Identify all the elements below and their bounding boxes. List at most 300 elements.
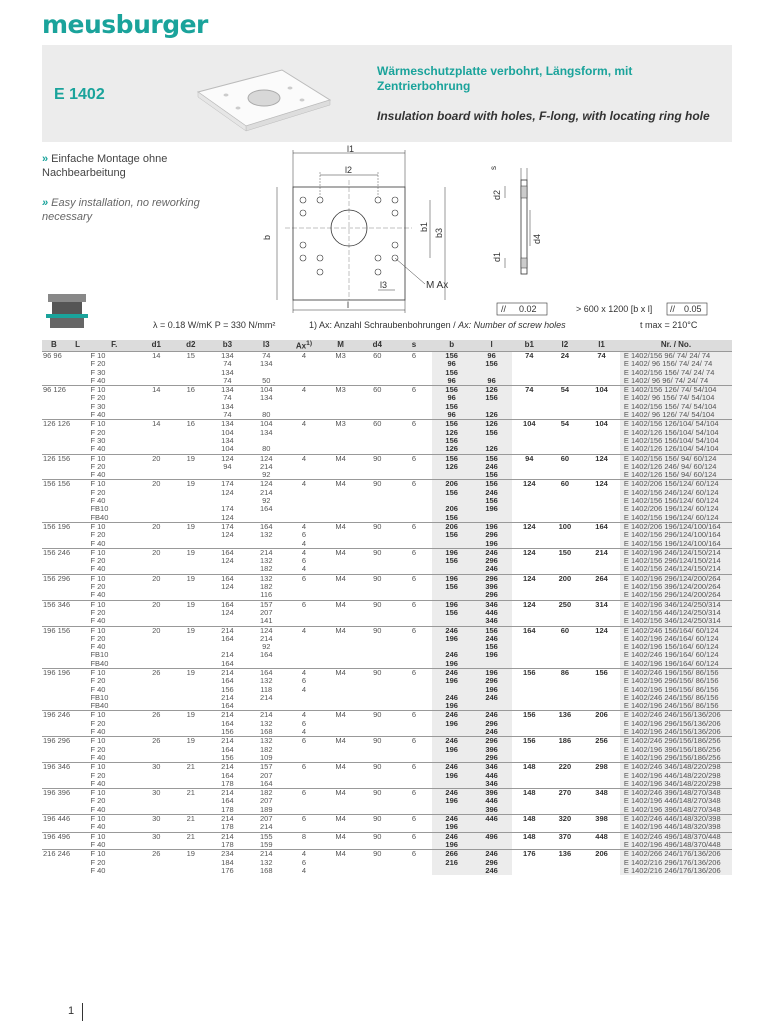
table-cell: E 1402/196 196/164/ 60/124 <box>620 660 732 669</box>
table-cell <box>547 780 584 789</box>
table-cell: 156 <box>432 403 471 411</box>
dim-d4: d4 <box>532 233 542 244</box>
table-cell: 176 <box>512 850 547 859</box>
table-cell: 6 <box>286 600 323 609</box>
table-cell: 104 <box>247 420 286 429</box>
table-cell <box>139 540 174 549</box>
table-cell: 346 <box>471 600 512 609</box>
table-cell <box>583 411 620 420</box>
table-cell: E 1402/196 246/156/ 86/156 <box>620 702 732 711</box>
mark-m-ax: M Ax <box>426 280 449 291</box>
table-cell: 134 <box>208 386 247 395</box>
table-cell: 20 <box>139 548 174 557</box>
table-cell: 60 <box>547 626 584 635</box>
table-cell <box>322 859 359 867</box>
table-cell <box>432 806 471 815</box>
table-cell <box>322 411 359 420</box>
table-cell: E 1402/266 246/176/136/206 <box>620 850 732 859</box>
table-cell: 156 <box>432 609 471 617</box>
table-cell <box>322 772 359 780</box>
table-cell: F 40 <box>90 643 106 652</box>
table-row <box>42 420 732 429</box>
table-cell: 398 <box>583 815 620 824</box>
table-row <box>42 651 732 659</box>
table-cell: 164 <box>221 634 234 643</box>
dim-b1: b1 <box>419 221 429 232</box>
table-row <box>42 702 732 711</box>
table-cell: 116 <box>260 591 273 600</box>
table-cell <box>359 583 396 591</box>
table-cell: F 10 <box>89 548 139 557</box>
table-cell: 30 <box>139 763 174 772</box>
table-cell: 109 <box>259 753 273 762</box>
table-cell <box>547 471 584 480</box>
table-cell <box>322 497 359 505</box>
table-row <box>42 403 732 411</box>
table-cell <box>139 797 174 805</box>
table-cell <box>396 702 433 711</box>
table-cell <box>322 591 359 600</box>
table-cell: F 20 <box>90 583 106 592</box>
table-cell <box>286 377 323 386</box>
table-cell <box>322 489 359 497</box>
table-row <box>42 841 732 850</box>
table-cell <box>174 489 209 497</box>
table-cell <box>547 660 584 669</box>
table-cell <box>512 411 547 420</box>
table-cell: 19 <box>174 850 209 859</box>
table-cell: 196 <box>432 548 471 557</box>
table-cell: E 1402/196 296/156/136/206 <box>620 720 732 728</box>
flatness-value-1: 0.02 <box>519 304 537 314</box>
table-cell: F 20 <box>90 428 106 437</box>
table-cell: F 40 <box>90 685 106 694</box>
table-cell: F 40 <box>90 497 106 506</box>
table-cell <box>286 497 323 505</box>
table-row <box>42 635 732 643</box>
table-cell <box>547 437 584 445</box>
table-cell <box>583 471 620 480</box>
table-cell <box>174 429 209 437</box>
table-cell <box>139 565 174 574</box>
table-cell <box>396 540 433 549</box>
table-cell <box>322 867 359 875</box>
table-cell: 19 <box>174 737 209 746</box>
table-cell: 4 <box>286 386 323 395</box>
table-cell <box>547 677 584 685</box>
table-cell: F 10 <box>89 420 139 429</box>
table-cell: 196 346 <box>42 763 89 772</box>
table-cell: 156 <box>512 668 547 677</box>
table-cell: 156 <box>432 514 471 523</box>
table-cell: 446 <box>471 797 512 805</box>
table-cell <box>512 394 547 402</box>
table-cell: 246 <box>432 763 471 772</box>
table-cell <box>547 531 584 539</box>
table-header: B L F. d1 d2 b3 l3 Ax$^{1)}$ M d4 s b l b1 l2 l1 Nr. / No. <box>42 340 732 352</box>
table-cell: 214 <box>208 668 247 677</box>
table-row <box>42 780 732 789</box>
table-cell: E 1402/156 296/124/100/164 <box>620 531 732 539</box>
table-cell: 96 <box>432 377 471 386</box>
table-cell: 4 <box>286 626 323 635</box>
table-cell <box>396 806 433 815</box>
table-cell <box>322 505 359 513</box>
table-row <box>42 626 732 635</box>
table-cell: 156 <box>583 668 620 677</box>
table-cell: E 1402/156 296/124/150/214 <box>620 557 732 565</box>
table-cell <box>583 806 620 815</box>
table-cell <box>396 780 433 789</box>
table-cell <box>247 660 286 669</box>
table-cell <box>322 540 359 549</box>
table-cell: E 1402/246 246/156/ 86/156 <box>620 694 732 702</box>
table-cell <box>42 772 89 780</box>
table-cell: 196 496 <box>42 832 89 841</box>
table-cell <box>286 797 323 805</box>
table-cell: M4 <box>322 815 359 824</box>
table-cell: 246 <box>471 728 512 737</box>
table-cell <box>42 617 89 626</box>
table-cell: 26 <box>139 711 174 720</box>
table-cell: 214 <box>208 832 247 841</box>
table-cell <box>512 377 547 386</box>
table-cell <box>174 437 209 445</box>
table-cell: 4 <box>301 539 307 548</box>
table-cell: 20 <box>139 626 174 635</box>
table-cell: E 1402/156 96/ 74/ 24/ 74 <box>620 352 732 361</box>
table-cell: M4 <box>322 454 359 463</box>
table-cell: 20 <box>139 522 174 531</box>
table-cell <box>396 797 433 805</box>
table-cell: 6 <box>286 763 323 772</box>
table-cell <box>547 505 584 513</box>
table-cell: 80 <box>262 445 271 454</box>
table-cell <box>359 369 396 377</box>
table-cell: 132 <box>259 719 273 728</box>
table-cell: 50 <box>262 376 271 385</box>
table-cell <box>42 429 89 437</box>
table-cell: 196 <box>432 574 471 583</box>
table-row <box>42 369 732 377</box>
table-cell <box>396 445 433 454</box>
table-cell: 104 <box>512 420 547 429</box>
table-cell: 74 <box>223 376 232 385</box>
table-cell <box>512 720 547 728</box>
table-cell <box>512 463 547 471</box>
table-cell: 124 <box>221 513 234 522</box>
table-cell: 156 <box>432 386 471 395</box>
table-cell: 246 <box>432 711 471 720</box>
table-cell: E 1402/ 96 156/ 74/ 54/104 <box>620 394 732 402</box>
table-cell <box>547 497 584 505</box>
table-cell: 214 <box>208 815 247 824</box>
table-cell: F 20 <box>90 745 106 754</box>
table-cell <box>547 565 584 574</box>
table-cell: 6 <box>396 850 433 859</box>
dim-l: l <box>347 300 349 310</box>
table-cell <box>359 437 396 445</box>
table-cell: 124 <box>221 557 234 566</box>
table-cell: 196 <box>471 651 512 659</box>
table-row <box>42 609 732 617</box>
table-row <box>42 583 732 591</box>
table-cell <box>208 565 247 574</box>
technical-drawing <box>240 142 720 322</box>
table-row <box>42 437 732 445</box>
table-cell: 104 <box>583 420 620 429</box>
table-cell: 246 <box>432 668 471 677</box>
table-cell <box>396 403 433 411</box>
table-cell <box>583 540 620 549</box>
table-cell <box>42 635 89 643</box>
table-cell: 156 <box>432 352 471 361</box>
table-cell: 132 <box>259 531 273 540</box>
table-cell: 396 <box>471 789 512 798</box>
table-cell <box>139 369 174 377</box>
table-cell <box>174 780 209 789</box>
table-cell: 296 <box>471 531 512 539</box>
table-cell <box>208 643 247 651</box>
table-cell: 164 <box>221 702 234 711</box>
table-cell: 296 <box>471 737 512 746</box>
table-cell: 156 <box>221 685 234 694</box>
table-cell: 214 <box>208 737 247 746</box>
table-cell <box>547 635 584 643</box>
table-cell <box>139 489 174 497</box>
table-cell <box>247 540 286 549</box>
table-row <box>42 668 732 677</box>
table-cell: F 30 <box>90 402 106 411</box>
table-cell <box>139 514 174 523</box>
table-cell: 124 <box>512 522 547 531</box>
table-cell: F 20 <box>90 557 106 566</box>
table-row <box>42 677 732 685</box>
table-cell <box>396 643 433 651</box>
table-cell: E 1402/196 346/148/220/298 <box>620 780 732 789</box>
table-cell <box>583 583 620 591</box>
table-cell <box>583 377 620 386</box>
table-cell <box>547 557 584 565</box>
table-row <box>42 360 732 368</box>
table-cell <box>322 677 359 685</box>
table-row <box>42 754 732 763</box>
table-cell: 16 <box>174 420 209 429</box>
table-row <box>42 352 732 361</box>
table-cell: 6 <box>301 677 307 686</box>
table-cell: 214 <box>247 548 286 557</box>
table-cell: 196 <box>432 772 471 780</box>
table-cell <box>396 377 433 386</box>
table-cell: 246 <box>471 711 512 720</box>
table-cell <box>512 514 547 523</box>
table-cell: 156 <box>471 471 512 480</box>
table-cell: F 30 <box>90 436 106 445</box>
table-cell <box>42 841 89 850</box>
table-cell <box>139 720 174 728</box>
table-cell <box>322 514 359 523</box>
table-row <box>42 728 732 737</box>
table-cell <box>174 369 209 377</box>
table-cell: 19 <box>174 668 209 677</box>
table-cell <box>286 463 323 471</box>
table-cell: 132 <box>247 574 286 583</box>
table-cell: 216 246 <box>42 850 89 859</box>
table-cell: 74 <box>223 411 232 420</box>
table-cell: 200 <box>547 574 584 583</box>
table-cell <box>322 841 359 850</box>
table-cell: 156 <box>471 454 512 463</box>
product-image <box>190 62 340 134</box>
table-cell: 196 <box>471 522 512 531</box>
table-cell <box>174 531 209 539</box>
table-cell: 246 <box>471 867 512 875</box>
table-cell <box>286 754 323 763</box>
table-cell <box>286 772 323 780</box>
table-cell <box>322 694 359 702</box>
table-cell: E 1402/156 156/ 74/ 54/104 <box>620 403 732 411</box>
feature-en: » Easy installation, no reworking necessary <box>42 197 200 223</box>
table-cell: 90 <box>359 763 396 772</box>
table-cell: 296 <box>471 574 512 583</box>
chevron-right-icon: » <box>42 153 49 165</box>
table-cell <box>42 720 89 728</box>
table-cell <box>139 445 174 454</box>
table-cell: 196 <box>432 600 471 609</box>
table-cell <box>471 702 512 711</box>
table-cell <box>359 746 396 754</box>
table-cell: 148 <box>512 832 547 841</box>
dim-l2: l2 <box>345 165 353 175</box>
table-row <box>42 522 732 531</box>
table-cell: 206 <box>583 711 620 720</box>
table-cell <box>359 754 396 763</box>
table-cell: 134 <box>259 394 273 403</box>
table-cell: 4 <box>286 711 323 720</box>
table-cell: E 1402/246 156/164/ 60/124 <box>620 626 732 635</box>
table-cell <box>359 728 396 737</box>
table-cell: E 1402/156 446/124/250/314 <box>620 609 732 617</box>
table-cell: 156 <box>512 711 547 720</box>
table-cell: E 1402/206 156/124/ 60/124 <box>620 480 732 489</box>
table-cell: E 1402/246 496/148/370/448 <box>620 832 732 841</box>
product-code: E 1402 <box>54 86 105 103</box>
table-row <box>42 859 732 867</box>
table-cell <box>359 772 396 780</box>
table-row <box>42 480 732 489</box>
table-cell: 164 <box>208 600 247 609</box>
table-cell: 4 <box>286 454 323 463</box>
table-cell <box>432 471 471 480</box>
table-cell <box>359 445 396 454</box>
table-cell: 96 96 <box>42 352 89 361</box>
table-row <box>42 686 732 694</box>
table-cell: 164 <box>247 668 286 677</box>
table-cell: 74 <box>247 352 286 361</box>
table-row <box>42 591 732 600</box>
table-cell: 156 <box>471 394 512 402</box>
table-cell <box>396 471 433 480</box>
table-cell: 96 <box>471 352 512 361</box>
table-cell: M4 <box>322 574 359 583</box>
table-cell <box>512 531 547 539</box>
table-cell: 206 <box>432 505 471 513</box>
table-cell: 15 <box>174 352 209 361</box>
table-cell <box>174 565 209 574</box>
table-cell: 164 <box>259 651 273 660</box>
table-cell: 159 <box>259 840 273 849</box>
table-cell <box>42 694 89 702</box>
table-cell <box>583 514 620 523</box>
table-cell <box>359 411 396 420</box>
table-cell: 136 <box>547 711 584 720</box>
table-cell: E 1402/156 126/ 74/ 54/104 <box>620 386 732 395</box>
table-cell <box>286 617 323 626</box>
table-cell: 92 <box>262 497 271 506</box>
table-cell: 174 <box>208 480 247 489</box>
table-cell: 124 <box>221 608 234 617</box>
table-cell <box>322 394 359 402</box>
table-cell <box>359 797 396 805</box>
table-cell: 4 <box>286 548 323 557</box>
table-cell: 246 <box>432 832 471 841</box>
table-cell: 6 <box>396 522 433 531</box>
table-cell: F 10 <box>89 832 139 841</box>
table-cell <box>42 497 89 505</box>
table-cell: 74 <box>512 352 547 361</box>
table-row <box>42 471 732 480</box>
table-cell: 264 <box>583 574 620 583</box>
table-cell: M4 <box>322 600 359 609</box>
table-cell <box>512 780 547 789</box>
table-cell <box>547 394 584 402</box>
table-cell: 396 <box>471 806 512 815</box>
table-cell <box>512 841 547 850</box>
table-cell <box>512 797 547 805</box>
table-cell <box>139 591 174 600</box>
table-cell <box>286 437 323 445</box>
table-cell: 124 <box>512 574 547 583</box>
table-cell <box>174 360 209 368</box>
table-cell <box>359 565 396 574</box>
table-cell: 214 <box>259 462 273 471</box>
table-cell <box>42 411 89 420</box>
table-cell: 346 <box>471 763 512 772</box>
table-cell <box>286 403 323 411</box>
table-cell: 124 <box>221 531 234 540</box>
table-cell: 54 <box>547 386 584 395</box>
table-cell: F 20 <box>90 531 106 540</box>
table-cell <box>396 728 433 737</box>
table-cell <box>432 728 471 737</box>
table-row <box>42 711 732 720</box>
table-cell: M4 <box>322 737 359 746</box>
table-cell: 246 <box>471 850 512 859</box>
table-cell <box>359 694 396 702</box>
table-cell: 6 <box>396 574 433 583</box>
table-cell <box>174 772 209 780</box>
material-specs: λ = 0.18 W/mK P = 330 N/mm² <box>153 320 276 330</box>
table-cell <box>396 677 433 685</box>
table-row <box>42 806 732 815</box>
table-cell <box>583 780 620 789</box>
feature-de: » Einfache Montage ohne Nachbearbeitung <box>42 153 168 179</box>
table-cell <box>42 702 89 711</box>
table-cell <box>42 806 89 815</box>
table-cell <box>286 394 323 402</box>
table-cell <box>583 677 620 685</box>
table-cell <box>322 635 359 643</box>
